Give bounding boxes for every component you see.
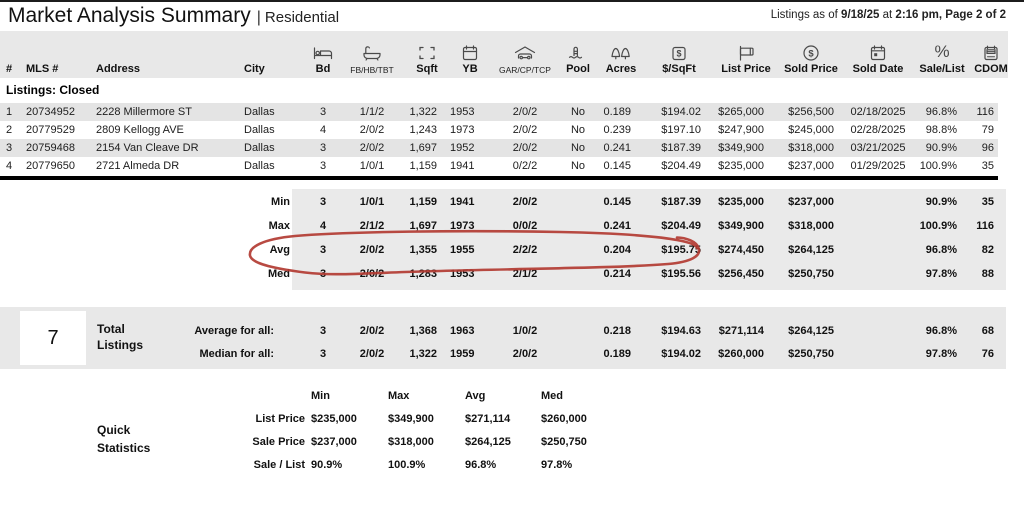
cell: 2228 Millermore ST bbox=[96, 106, 192, 118]
cell: 1 bbox=[6, 106, 13, 118]
page-top-rule bbox=[0, 0, 1024, 2]
cell: 3 bbox=[319, 142, 327, 154]
cell: 1,322 bbox=[409, 348, 437, 360]
cell: No bbox=[570, 160, 586, 172]
cell: $237,000 bbox=[311, 436, 357, 448]
cell: 1,355 bbox=[409, 244, 437, 256]
cell: $237,000 bbox=[788, 160, 834, 172]
stat-col-header: Avg bbox=[465, 390, 486, 402]
cell: 1,697 bbox=[409, 220, 437, 232]
cell: 0/0/2 bbox=[512, 220, 538, 232]
row-label: Median for all: bbox=[199, 348, 274, 360]
column-header: $/SqFt bbox=[662, 63, 696, 75]
cell: $264,125 bbox=[788, 325, 834, 337]
cell: 2/0/2 bbox=[359, 268, 385, 280]
cell: 1,322 bbox=[409, 106, 437, 118]
cell: $264,125 bbox=[465, 436, 511, 448]
row-label: Average for all: bbox=[194, 325, 274, 337]
cell: 79 bbox=[981, 124, 994, 136]
cell: 1952 bbox=[450, 142, 475, 154]
page-title: Market Analysis Summary bbox=[8, 4, 251, 27]
cell: 1,283 bbox=[409, 268, 437, 280]
cell: 2/0/2 bbox=[359, 348, 385, 360]
cell: 2/1/2 bbox=[359, 220, 385, 232]
totals-row-average bbox=[0, 319, 1012, 343]
cell: 2/2/2 bbox=[512, 244, 538, 256]
cell: $235,000 bbox=[311, 413, 357, 425]
cell: $318,000 bbox=[788, 220, 834, 232]
cell: $245,000 bbox=[788, 124, 834, 136]
trees-icon bbox=[596, 36, 646, 62]
cell: $271,114 bbox=[465, 413, 511, 425]
cell: 1/0/1 bbox=[359, 196, 385, 208]
cell: 2809 Kellogg AVE bbox=[96, 124, 184, 136]
cell: 100.9% bbox=[388, 459, 426, 471]
cell: 3 bbox=[319, 160, 327, 172]
calendar-grid-icon bbox=[970, 36, 1012, 62]
cell: 2/0/2 bbox=[359, 244, 385, 256]
quick-stats-row-sale-price bbox=[0, 431, 700, 454]
column-header: # bbox=[6, 63, 13, 75]
section-divider bbox=[0, 176, 998, 180]
cell: $187.39 bbox=[661, 142, 701, 154]
cell: $250,750 bbox=[788, 268, 834, 280]
cell: $256,450 bbox=[718, 268, 764, 280]
cell: 2/0/2 bbox=[512, 124, 538, 136]
cell: Dallas bbox=[244, 124, 275, 136]
cell: 0.189 bbox=[603, 348, 631, 360]
cell: 100.9% bbox=[919, 220, 957, 232]
cell: 35 bbox=[981, 160, 994, 172]
cell: $237,000 bbox=[788, 196, 834, 208]
cell: 116 bbox=[976, 106, 994, 118]
bathtub-icon bbox=[340, 36, 404, 62]
cell: $235,000 bbox=[718, 160, 764, 172]
cell: $264,125 bbox=[788, 244, 834, 256]
cell: No bbox=[570, 124, 586, 136]
column-header-icons bbox=[0, 36, 1012, 62]
cell: 0.214 bbox=[603, 268, 631, 280]
cell: $274,450 bbox=[718, 244, 764, 256]
as-of-time-page: 2:16 pm, Page 2 of 2 bbox=[895, 9, 1006, 21]
cell: 1/0/2 bbox=[512, 325, 538, 337]
cell: 1941 bbox=[450, 160, 475, 172]
cell: $318,000 bbox=[388, 436, 434, 448]
cell: 116 bbox=[976, 220, 994, 232]
summary-row-avg bbox=[0, 238, 1012, 262]
summary-row-med bbox=[0, 262, 1012, 286]
cell: 1,243 bbox=[409, 124, 437, 136]
cell: Dallas bbox=[244, 160, 275, 172]
cell: 97.8% bbox=[541, 459, 573, 471]
table-row bbox=[0, 139, 998, 157]
area-brackets-icon bbox=[404, 36, 450, 62]
cell: $260,000 bbox=[541, 413, 587, 425]
calendar-dollar-icon bbox=[842, 36, 914, 62]
cell: 0.239 bbox=[603, 124, 631, 136]
cell: 98.8% bbox=[925, 124, 957, 136]
cell: 0.145 bbox=[603, 160, 631, 172]
cell: 0.189 bbox=[603, 106, 631, 118]
cell: 4 bbox=[319, 220, 327, 232]
table-row bbox=[0, 121, 1012, 139]
cell: 2/0/2 bbox=[359, 142, 385, 154]
cell: 1/0/1 bbox=[359, 160, 385, 172]
cell: $256,500 bbox=[788, 106, 834, 118]
report-title bbox=[8, 3, 339, 29]
cell: 2/0/2 bbox=[512, 348, 538, 360]
title-divider: | bbox=[256, 9, 261, 26]
stat-col-header: Med bbox=[541, 390, 563, 402]
cell: 90.9% bbox=[925, 196, 957, 208]
cell: 82 bbox=[981, 244, 994, 256]
stat-col-header: Max bbox=[388, 390, 410, 402]
column-header: List Price bbox=[721, 63, 771, 75]
row-label: Sale Price bbox=[252, 436, 305, 448]
cell: 1,368 bbox=[409, 325, 437, 337]
as-of-date: 9/18/25 bbox=[841, 9, 880, 21]
cell: 0/2/2 bbox=[512, 160, 538, 172]
section-label: Listings: Closed bbox=[6, 83, 100, 97]
cell: $187.39 bbox=[661, 196, 701, 208]
quick-stats-header-row bbox=[0, 385, 700, 408]
cell: 1953 bbox=[450, 268, 475, 280]
cell: 1,159 bbox=[409, 160, 437, 172]
cell: $318,000 bbox=[788, 142, 834, 154]
cell: 1953 bbox=[450, 106, 475, 118]
cell: $194.02 bbox=[661, 106, 701, 118]
cell: $195.56 bbox=[661, 268, 701, 280]
cell: 1963 bbox=[450, 325, 475, 337]
yard-sign-icon bbox=[712, 36, 780, 62]
row-label: Min bbox=[271, 196, 290, 208]
cell: $349,900 bbox=[718, 142, 764, 154]
dollar-circle-icon bbox=[780, 36, 842, 62]
cell: 88 bbox=[981, 268, 994, 280]
cell: 3 bbox=[319, 106, 327, 118]
cell: 1,697 bbox=[409, 142, 437, 154]
column-header: Acres bbox=[605, 63, 637, 75]
cell: $195.75 bbox=[661, 244, 701, 256]
cell: 2/0/2 bbox=[512, 196, 538, 208]
cell: 0.241 bbox=[603, 220, 631, 232]
column-header: Bd bbox=[315, 63, 331, 75]
cell: 0.241 bbox=[603, 142, 631, 154]
svg-text:$: $ bbox=[808, 48, 814, 60]
quick-statistics-label: Quick Statistics bbox=[97, 423, 151, 455]
cell: 0.145 bbox=[603, 196, 631, 208]
column-header: MLS # bbox=[26, 63, 59, 75]
cell: 3 bbox=[319, 325, 327, 337]
cell: 1,159 bbox=[409, 196, 437, 208]
cell: 2/0/2 bbox=[512, 106, 538, 118]
cell: 2 bbox=[6, 124, 13, 136]
pool-ladder-icon bbox=[560, 36, 596, 62]
column-header: Sqft bbox=[416, 63, 438, 75]
totals-row-median bbox=[0, 342, 1012, 366]
report-subtitle: Residential bbox=[264, 9, 340, 26]
row-label: List Price bbox=[255, 413, 305, 425]
cell: 1973 bbox=[450, 220, 475, 232]
cell: 20779529 bbox=[26, 124, 75, 136]
cell: $250,750 bbox=[541, 436, 587, 448]
cell: 2/1/2 bbox=[512, 268, 538, 280]
cell: Dallas bbox=[244, 106, 275, 118]
cell: 1973 bbox=[450, 124, 475, 136]
cell: $271,114 bbox=[718, 325, 764, 337]
cell: Dallas bbox=[244, 142, 275, 154]
cell: 2721 Almeda DR bbox=[96, 160, 180, 172]
cell: $265,000 bbox=[718, 106, 764, 118]
column-header: Sold Date bbox=[852, 63, 904, 75]
cell: No bbox=[570, 142, 586, 154]
calendar-icon bbox=[450, 36, 490, 62]
column-header: City bbox=[244, 63, 265, 75]
cell: 0.218 bbox=[603, 325, 631, 337]
cell: 3 bbox=[319, 268, 327, 280]
cell: 96.8% bbox=[925, 325, 957, 337]
cell: 3 bbox=[319, 196, 327, 208]
cell: 1955 bbox=[450, 244, 475, 256]
cell: $349,900 bbox=[718, 220, 764, 232]
cell: 96.8% bbox=[925, 244, 957, 256]
column-header: Pool bbox=[566, 63, 590, 75]
column-header: YB bbox=[462, 63, 478, 75]
cell: $194.02 bbox=[661, 348, 701, 360]
cell: 35 bbox=[981, 196, 994, 208]
row-label: Max bbox=[268, 220, 290, 232]
percent-icon: % bbox=[934, 42, 950, 61]
cell: 96 bbox=[981, 142, 994, 154]
svg-text:$: $ bbox=[676, 48, 682, 59]
cell: $260,000 bbox=[718, 348, 764, 360]
quick-stats-row-list-price bbox=[0, 408, 700, 431]
cell: 3 bbox=[6, 142, 13, 154]
cell: 03/21/2025 bbox=[850, 142, 906, 154]
cell: 4 bbox=[319, 124, 327, 136]
cell: $204.49 bbox=[661, 220, 701, 232]
row-label: Avg bbox=[269, 244, 290, 256]
cell: 2/0/2 bbox=[359, 325, 385, 337]
cell: 96.8% bbox=[465, 459, 497, 471]
cell: 20779650 bbox=[26, 160, 75, 172]
cell: 3 bbox=[319, 348, 327, 360]
cell: 2/0/2 bbox=[359, 124, 385, 136]
cell: 76 bbox=[981, 348, 994, 360]
cell: 68 bbox=[981, 325, 994, 337]
cell: 96.8% bbox=[925, 106, 957, 118]
garage-car-icon bbox=[490, 36, 560, 62]
column-headers bbox=[0, 62, 1012, 77]
cell: 97.8% bbox=[925, 268, 957, 280]
cell: 100.9% bbox=[919, 160, 957, 172]
cell: 90.9% bbox=[311, 459, 343, 471]
column-header: FB/HB/TBT bbox=[350, 65, 394, 75]
column-header: GAR/CP/TCP bbox=[499, 65, 551, 75]
cell: 2/0/2 bbox=[512, 142, 538, 154]
column-header: Address bbox=[96, 63, 141, 75]
cell: 4 bbox=[6, 160, 13, 172]
cell: $247,900 bbox=[718, 124, 764, 136]
cell: 02/28/2025 bbox=[850, 124, 906, 136]
row-label: Sale / List bbox=[253, 459, 305, 471]
total-listings-label: Total Listings bbox=[97, 322, 144, 352]
cell: 2154 Van Cleave DR bbox=[96, 142, 199, 154]
cell: 01/29/2025 bbox=[850, 160, 906, 172]
cell: $235,000 bbox=[718, 196, 764, 208]
cell: $197.10 bbox=[661, 124, 701, 136]
cell: No bbox=[570, 106, 586, 118]
as-of-connector: at bbox=[882, 9, 893, 21]
cell: 97.8% bbox=[925, 348, 957, 360]
cell: $204.49 bbox=[661, 160, 701, 172]
bed-icon bbox=[306, 36, 340, 62]
cell: 1959 bbox=[450, 348, 475, 360]
table-row bbox=[0, 103, 998, 121]
cell: 3 bbox=[319, 244, 327, 256]
cell: 90.9% bbox=[925, 142, 957, 154]
cell: $349,900 bbox=[388, 413, 434, 425]
as-of-meta bbox=[771, 9, 1006, 21]
summary-row-min bbox=[0, 190, 1012, 214]
row-label: Med bbox=[268, 268, 290, 280]
column-header: Sold Price bbox=[784, 63, 838, 75]
column-header: Sale/List bbox=[919, 63, 965, 75]
summary-row-max bbox=[0, 214, 1012, 238]
cell: 0.204 bbox=[603, 244, 631, 256]
cell: 20734952 bbox=[26, 106, 75, 118]
table-row bbox=[0, 157, 1012, 175]
column-header: CDOM bbox=[974, 63, 1008, 75]
cell: 20759468 bbox=[26, 142, 75, 154]
stat-col-header: Min bbox=[311, 390, 330, 402]
cell: 02/18/2025 bbox=[850, 106, 906, 118]
cell: $194.63 bbox=[661, 325, 701, 337]
cell: 1/1/2 bbox=[359, 106, 385, 118]
cell: $250,750 bbox=[788, 348, 834, 360]
cell: 1941 bbox=[450, 196, 475, 208]
quick-stats-row-sale-list bbox=[0, 454, 700, 477]
dollar-square-icon bbox=[646, 36, 712, 62]
as-of-prefix: Listings as of bbox=[770, 9, 838, 21]
total-count: 7 bbox=[47, 327, 59, 349]
